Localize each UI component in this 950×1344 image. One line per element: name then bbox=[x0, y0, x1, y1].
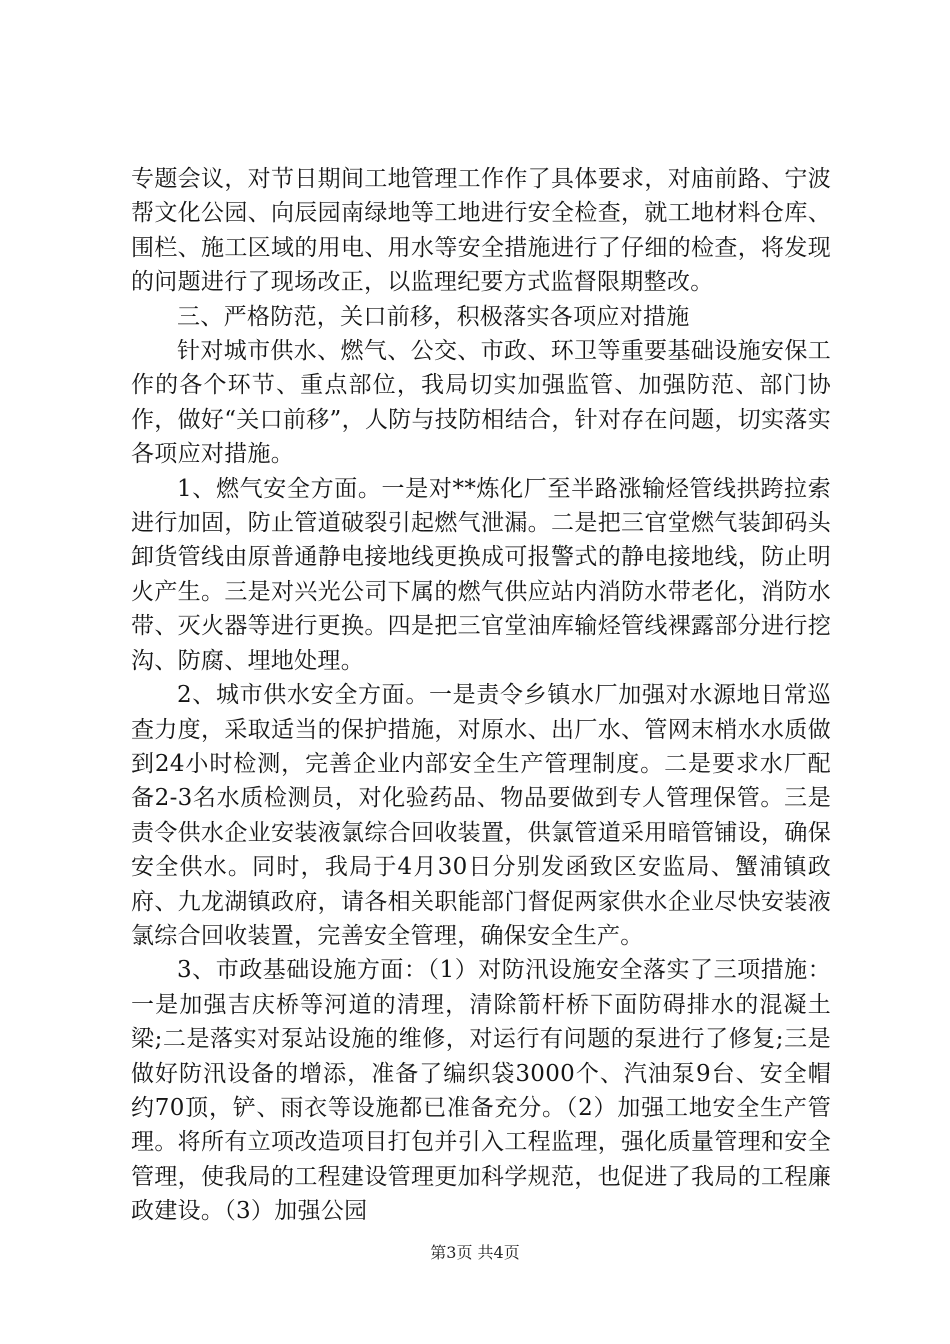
paragraph-intro: 针对城市供水、燃气、公交、市政、环卫等重要基础设施安保工作的各个环节、重点部位，我局切实加强监管、加强防范、部门协作，做好“关口前移”，人防与技防相结合，针对存在问题，切实落实各项应对措施。 bbox=[131, 338, 831, 468]
paragraph-water-supply: 2、城市供水安全方面。一是责令乡镇水厂加强对水源地日常巡查力度，采取适当的保护措施，对原水、出厂水、管网末梢水水质做到24小时检测，完善企业内部安全生产管理制度。二是要求水厂配备2-3名水质检测员，对化验药品、物品要做到专人管理保管。三是责令供水企业安装液氯综合回收装置，供氯管道采用暗管铺设，确保安全供水。同时，我局于4月30日分别发函致区安监局、蟹浦镇政府、九龙湖镇政府，请各相关职能部门督促两家供水企业尽快安装液氯综合回收装置，完善安全管理，确保安全生产。 bbox=[131, 682, 831, 949]
page-footer: 第3页 共4页 bbox=[430, 1243, 520, 1262]
section-heading: 三、严格防范，关口前移，积极落实各项应对措施 bbox=[177, 303, 690, 330]
paragraph-continuation: 专题会议，对节日期间工地管理工作作了具体要求，对庙前路、宁波帮文化公园、向辰园南绿地等工地进行安全检查，就工地材料仓库、围栏、施工区域的用电、用水等安全措施进行了仔细的检查，将发现的问题进行了现场改正，以监理纪要方式监督限期整改。 bbox=[131, 166, 831, 296]
paragraph-municipal-infrastructure: 3、市政基础设施方面：（1）对防汛设施安全落实了三项措施：一是加强吉庆桥等河道的清理，清除箭杆桥下面防碍排水的混凝土梁;二是落实对泵站设施的维修，对运行有问题的泵进行了修复;三是做好防汛设备的增添，准备了编织袋3000个、汽油泵9台、安全帽约70顶，铲、雨衣等设施都已准备充分。（2）加强工地安全生产管理。将所有立项改造项目打包并引入工程监理，强化质量管理和安全管理，使我局的工程建设管理更加科学规范，也促进了我局的工程廉政建设。（3）加强公园 bbox=[131, 957, 831, 1225]
paragraph-gas-safety: 1、燃气安全方面。一是对**炼化厂至半路涨输烃管线拱跨拉索进行加固，防止管道破裂引起燃气泄漏。二是把三官堂燃气装卸码头卸货管线由原普通静电接地线更换成可报警式的静电接地线，防止明火产生。三是对兴光公司下属的燃气供应站内消防水带老化，消防水带、灭火器等进行更换。四是把三官堂油库输烃管线裸露部分进行挖沟、防腐、埋地处理。 bbox=[131, 475, 831, 674]
document-body bbox=[131, 162, 831, 1229]
